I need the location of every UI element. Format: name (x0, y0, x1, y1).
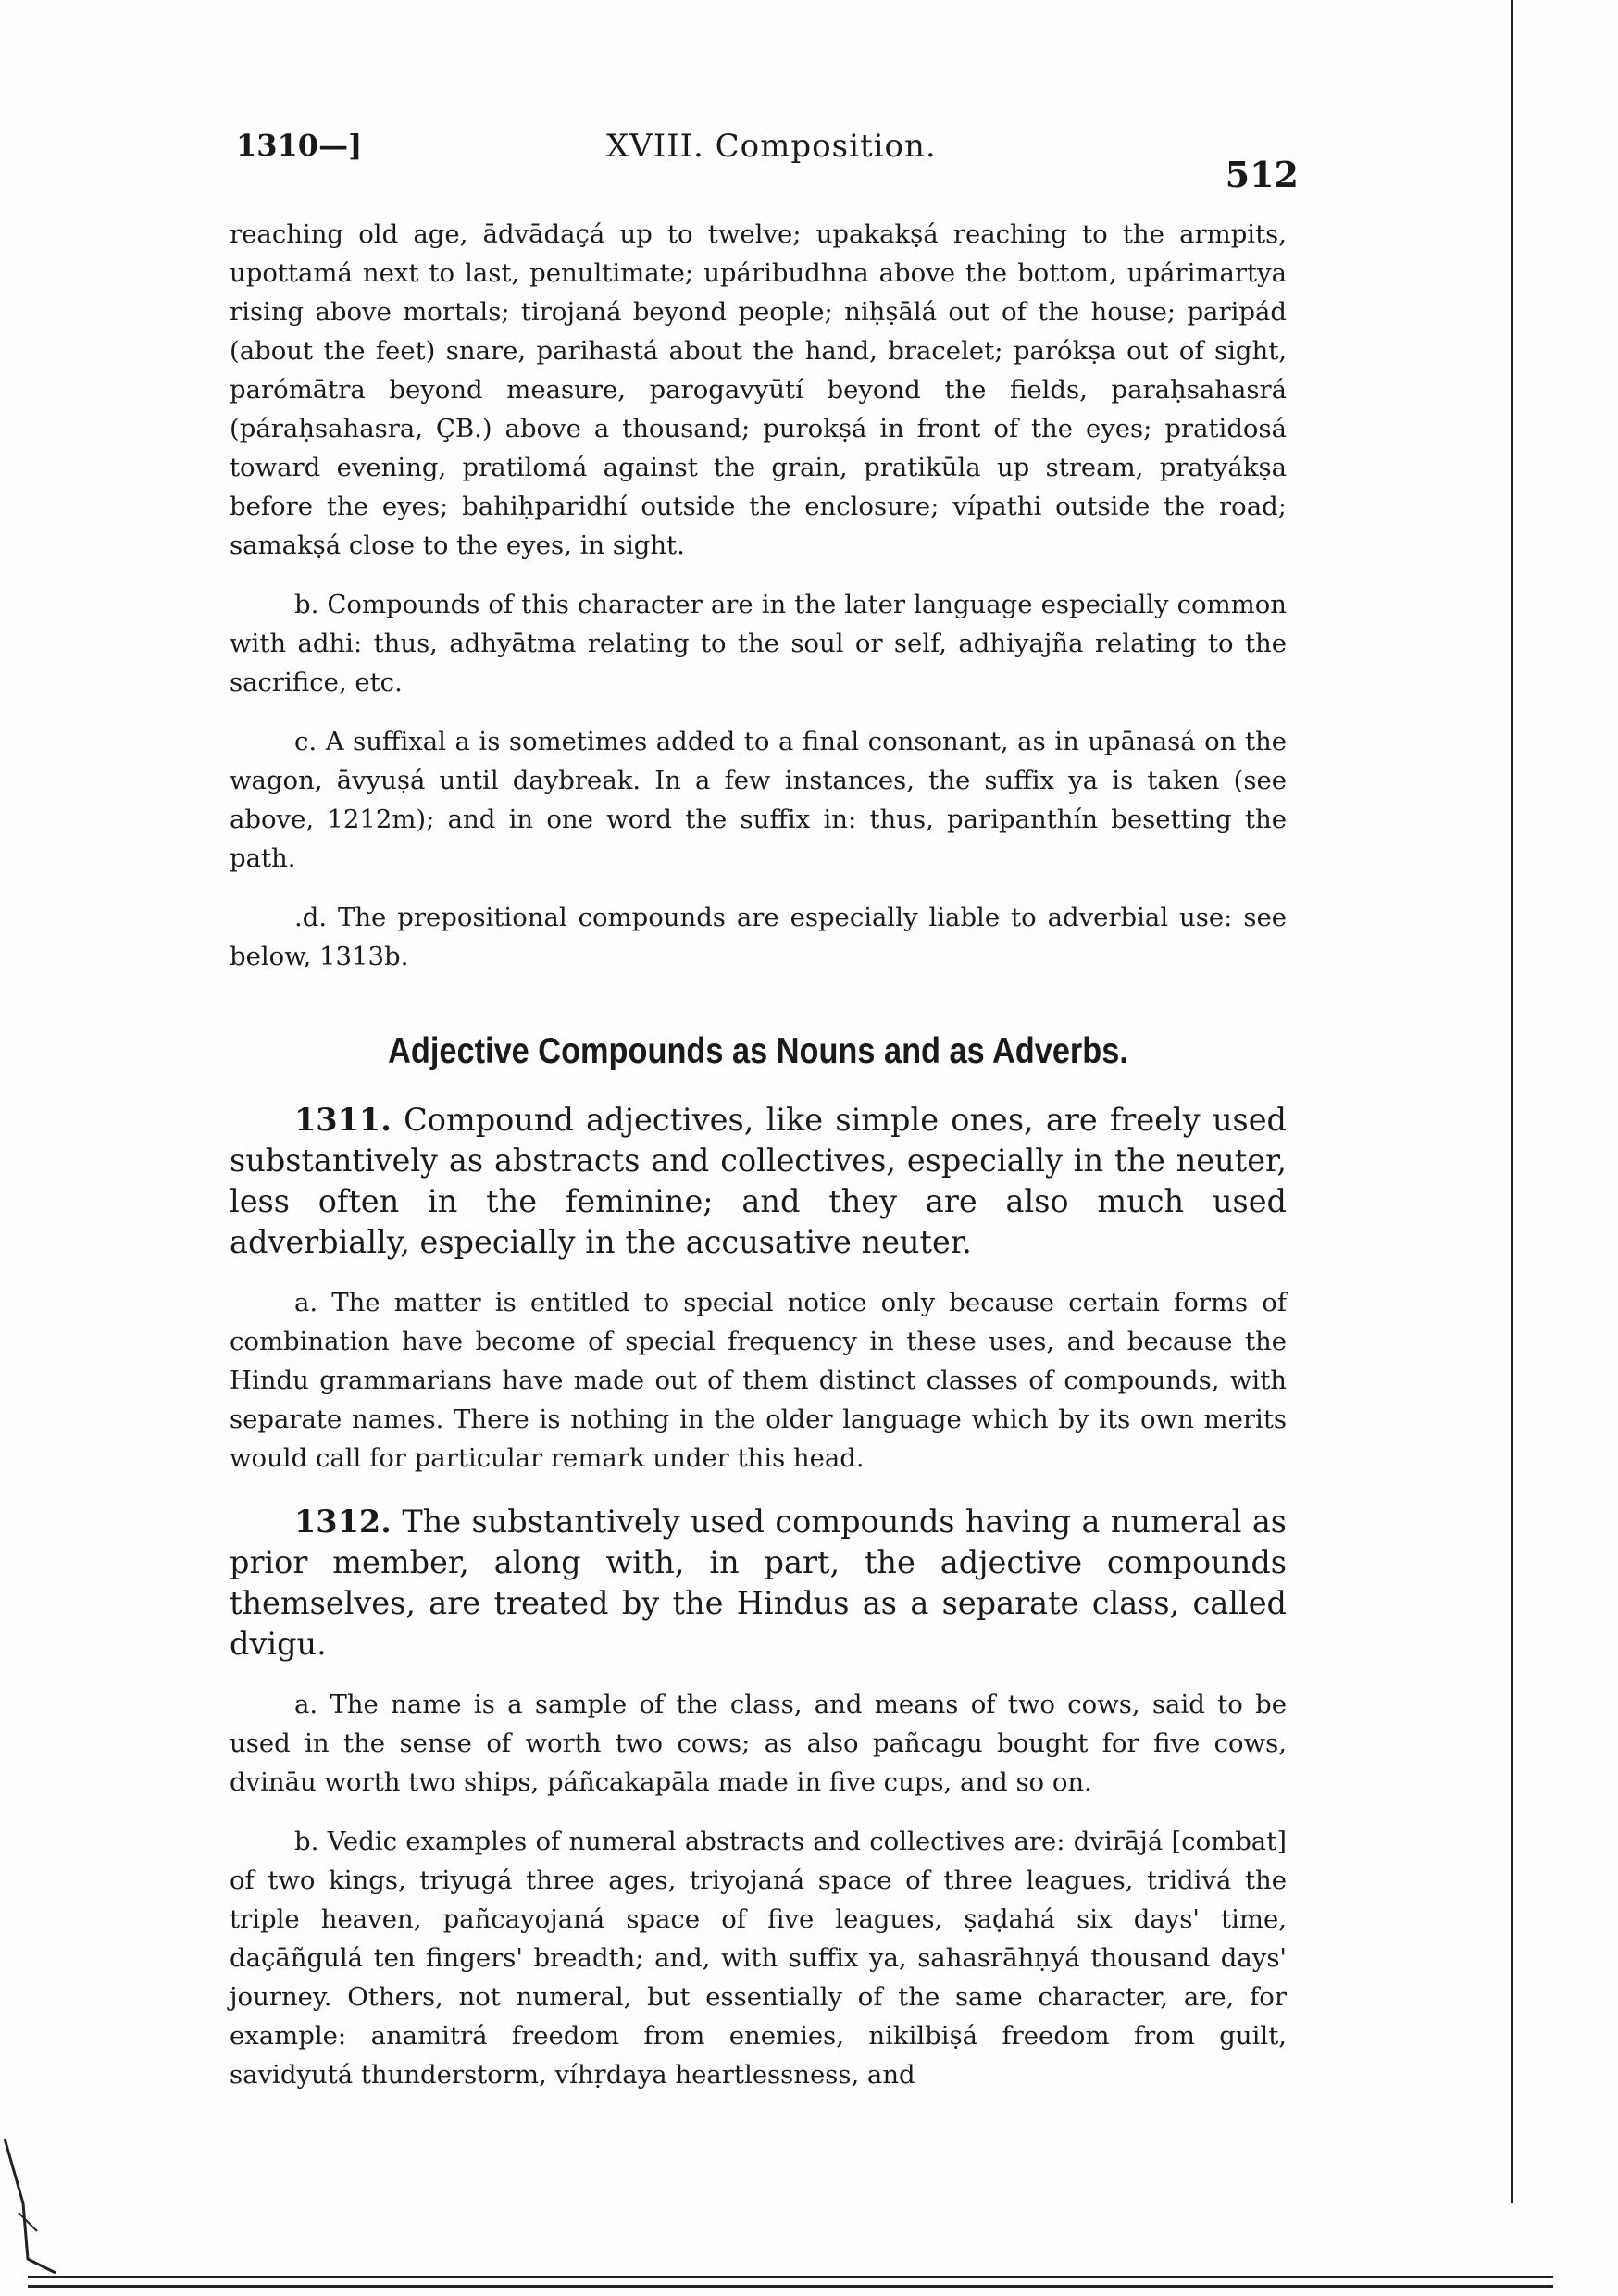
subparagraph-1312a: a. The name is a sample of the class, and means of two cows, said to be used in the sense of worth two cows; as also pañcagu bought for five cows, dvināu worth two ships, páñcakapāla made in five cups, and so on. (230, 1690, 1287, 1797)
page-body (230, 215, 1287, 2094)
paragraph-1311 (230, 1100, 1287, 1263)
paragraph-number: 1312. (294, 1504, 392, 1540)
bottom-rule-lower (28, 2285, 1553, 2288)
paragraph-1312 (230, 1502, 1287, 1665)
chapter-title: XVIII. Composition. (606, 128, 937, 165)
paragraph-text: The substantively used compounds having a numeral as prior member, along with, in part, the adjective compounds themselves, are treated by the Hindus as a separate class, called dvigu. (230, 1504, 1287, 1662)
bottom-rule (28, 2276, 1553, 2278)
paragraph-number: 1311. (294, 1102, 392, 1138)
scan-corner-mark (0, 2120, 74, 2277)
subparagraph-b: b. Compounds of this character are in the later language especially common with adhi: thus, adhyātma relating to the soul or self, adhiyajña relating to the sacrifice, etc. (230, 590, 1287, 697)
paragraph-continuation: reaching old age, ādvādaçá up to twelve; upakakṣá reaching to the armpits, upottamá next to last, penultimate; upáribudhna above the bottom, upárimartya rising above mortals; tirojaná beyond people; niḥṣālá out of the house; paripád (about the feet) snare, parihastá about the hand, bracelet; parókṣa out of sight, parómātra beyond measure, parogavyūtí beyond the fields, paraḥsahasrá (páraḥsahasra, ÇB.) above a thousand; purokṣá in front of the eyes; pratidosá toward evening, pratilomá against the grain, pratikūla up stream, pratyákṣa before the eyes; bahiḥparidhí outside the enclosure; vípathi outside the road; samakṣá close to the eyes, in sight. (230, 219, 1287, 560)
subparagraph-c: c. A suffixal a is sometimes added to a final consonant, as in upānasá on the wagon, āvyuṣá until daybreak. In a few instances, the suffix ya is taken (see above, 1212m); and in one word the suffix in: thus, paripanthín besetting the path. (230, 727, 1287, 873)
subparagraph-1312b: b. Vedic examples of numeral abstracts and collectives are: dvirājá [combat] of two kings, triyugá three ages, triyojaná space of three leagues, tridivá the triple heaven, pañcayojaná space of five leagues, ṣaḍahá six days' time, daçāñgulá ten fingers' breadth; and, with suffix ya, sahasrāhṇyá thousand days' journey. Others, not numeral, but essentially of the same character, are, for example: anamitrá freedom from enemies, nikilbiṣá freedom from guilt, savidyutá thunderstorm, víhṛdaya heartlessness, and (230, 1827, 1287, 2090)
paragraph-text: Compound adjectives, like simple ones, are freely used substantively as abstracts and collectives, especially in the neuter, less often in the feminine; and they are also much used adverbially, especially in the accusative neuter. (230, 1102, 1287, 1260)
section-heading: Adjective Compounds as Nouns and as Adverbs. (388, 1031, 1128, 1071)
subparagraph-d: .d. The prepositional compounds are especially liable to adverbial use: see below, 1313b. (230, 903, 1287, 971)
page-edge-line (1511, 0, 1513, 2203)
page-number: 512 (1225, 154, 1299, 195)
running-header (236, 128, 1299, 195)
section-reference: 1310—] (236, 128, 363, 163)
subparagraph-1311a: a. The matter is entitled to special notice only because certain forms of combination have become of special frequency in these uses, and because the Hindu grammarians have made out of them distinct classes of compounds, with separate names. There is nothing in the older language which by its own merits would call for particular remark under this head. (230, 1288, 1287, 1473)
